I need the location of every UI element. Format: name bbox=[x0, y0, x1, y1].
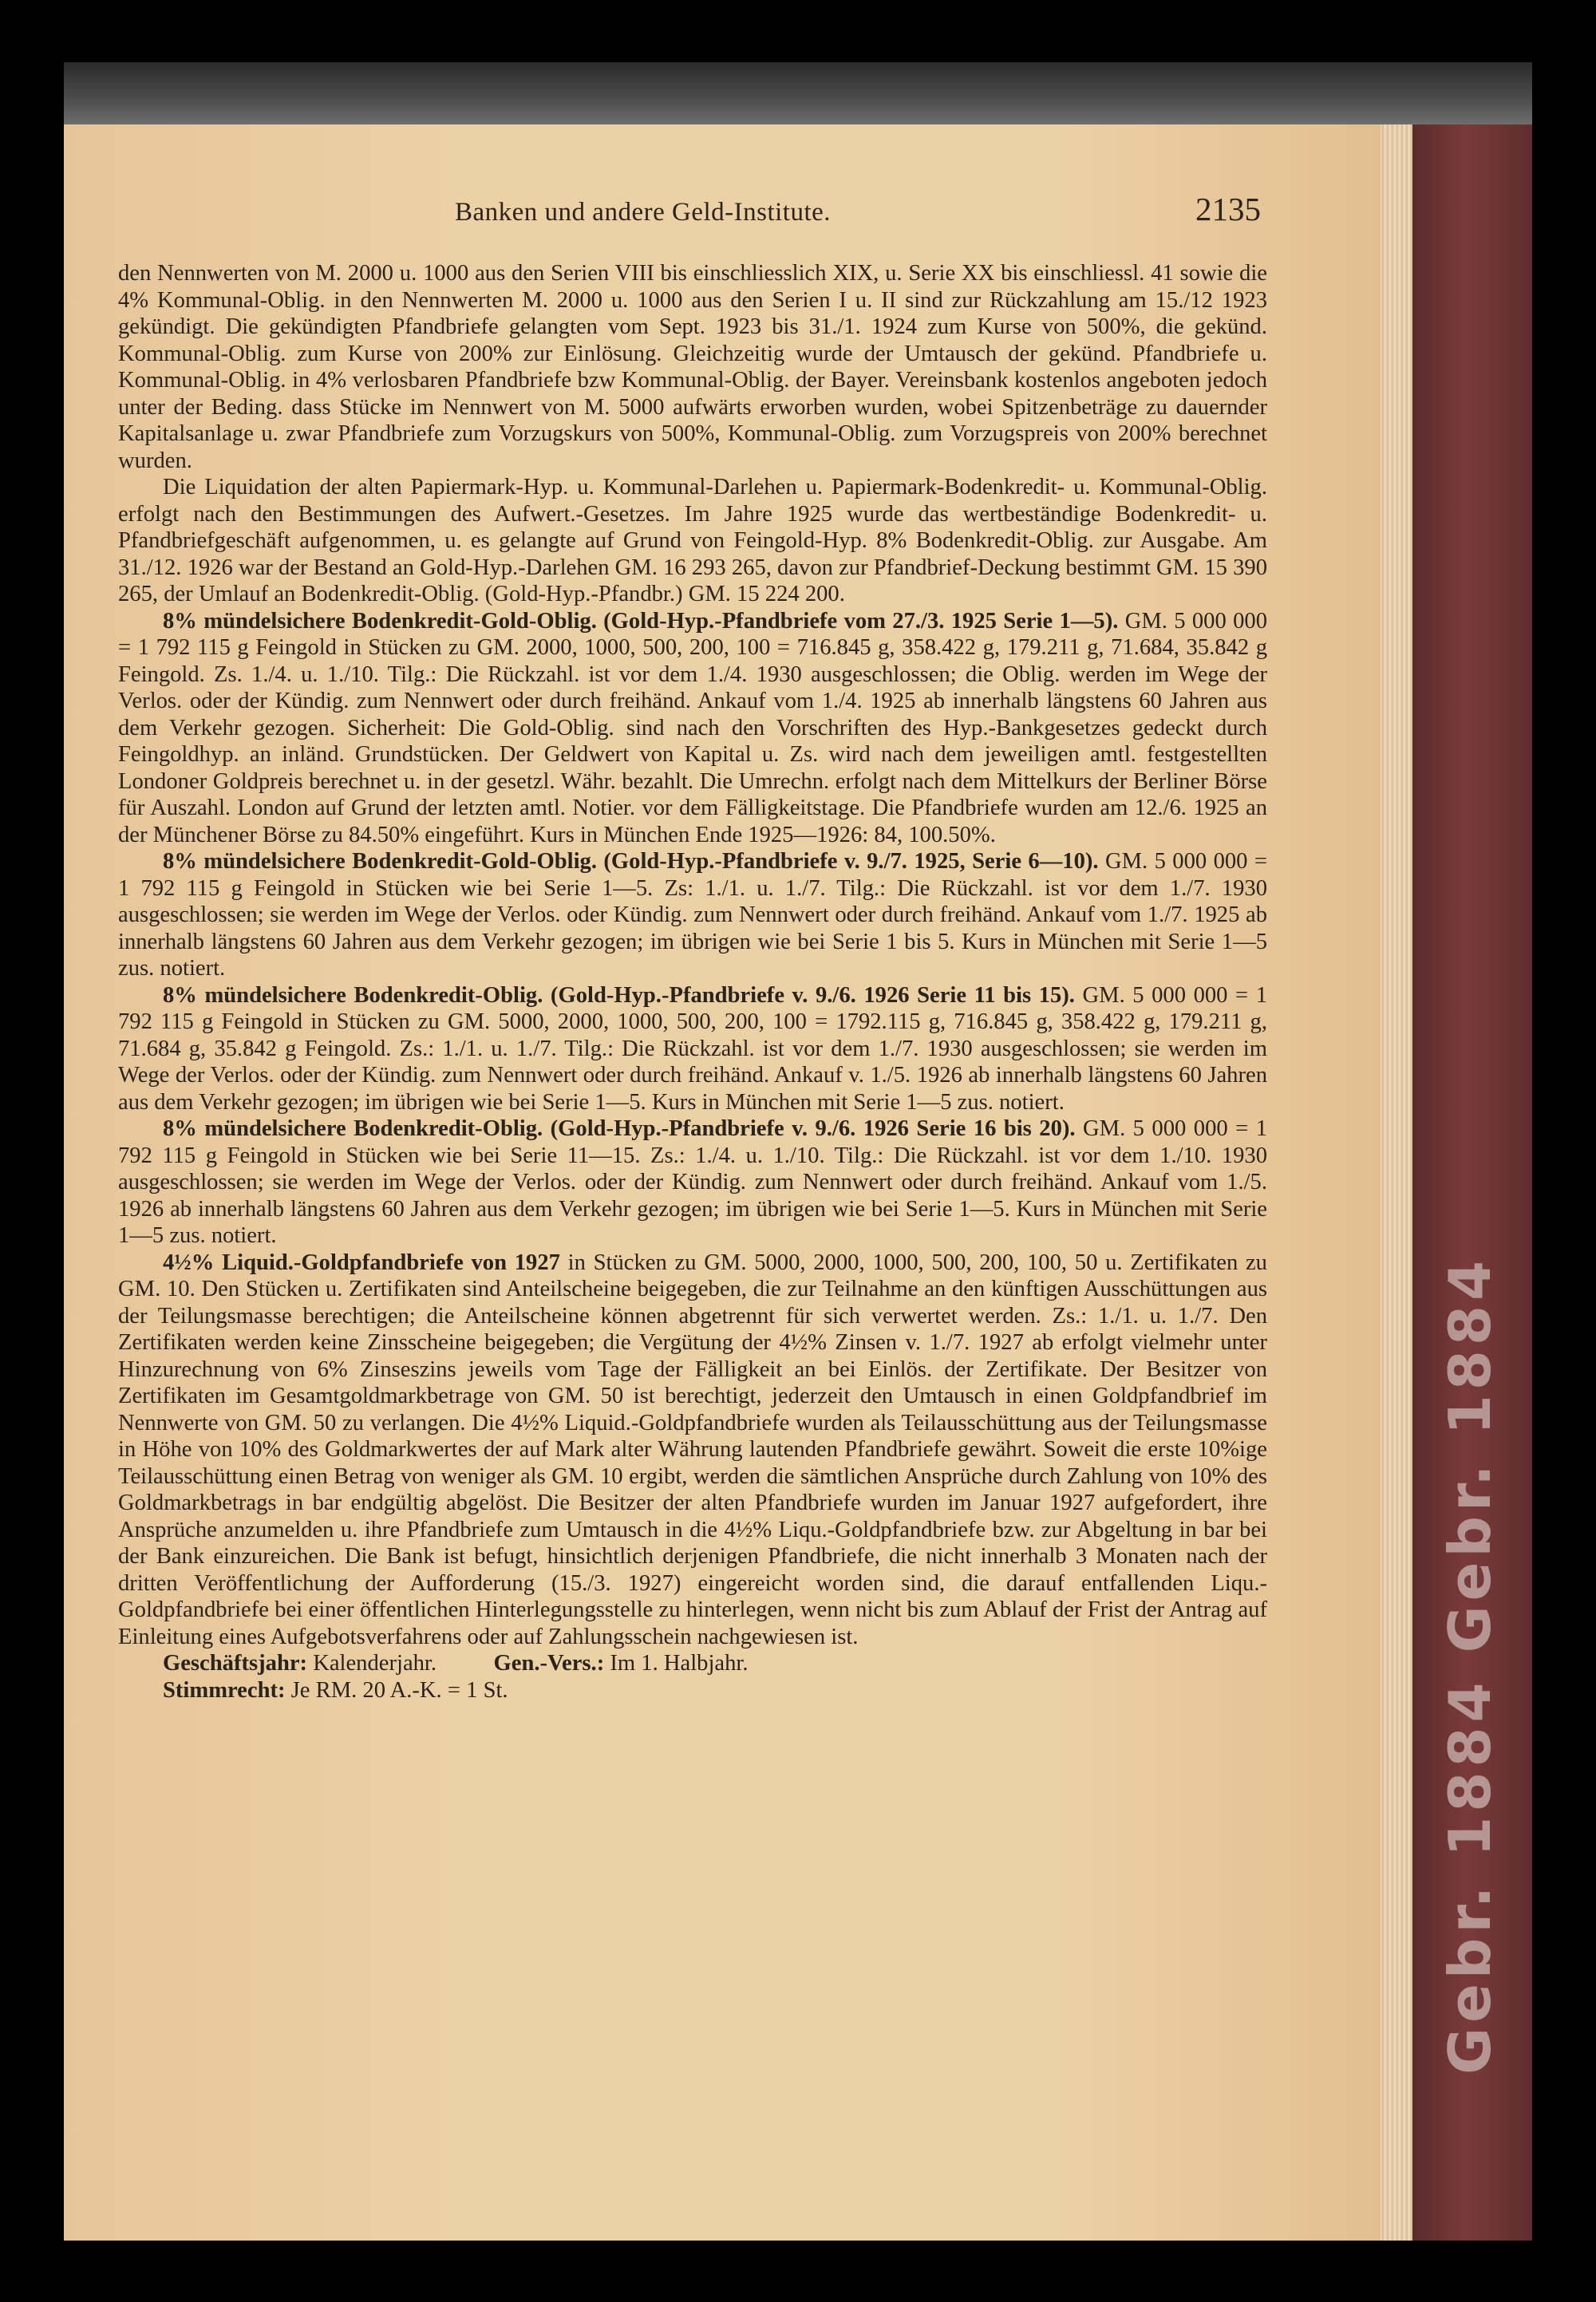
binding-strip bbox=[64, 62, 1532, 124]
value-gen-vers: Im 1. Halbjahr. bbox=[604, 1651, 749, 1676]
label-gen-vers: Gen.-Vers.: bbox=[493, 1651, 605, 1676]
text-serie-11-15: GM. 5 000 000 = 1 792 115 g Feingold in Stücken zu GM. 5000, 2000, 1000, 500, 200, 100 = 1792.115 g, 716.845 g, 358.422 g, 179.211 g, 71.684 g, 35.842 g Feingold. Zs.: 1./1. u. 1./7. Tilg.: Die Rückzahl. ist vor dem 1./7. 1930 ausgeschlossen; sie werden im Wege der Verlos. oder der Kündig. zum Nennwert oder durch freihänd. Ankauf v. 1./5. 1926 ab innerhalb längstens 60 Jahren aus dem Verkehr gezogen; im übrigen wie bei Serie 1—5. Kurs in München mit Serie 1—5 zus. notiert. bbox=[118, 982, 1267, 1115]
running-title: Banken und andere Geld-Institute. bbox=[455, 198, 832, 227]
heading-serie-16-20: 8% mündelsichere Bodenkredit-Oblig. (Gold-Hyp.-Pfandbriefe v. 9./6. 1926 Serie 16 bis 20). bbox=[163, 1116, 1076, 1141]
paragraph-liquid-goldpfandbriefe bbox=[118, 1250, 1267, 1651]
value-stimmrecht: Je RM. 20 A.-K. = 1 St. bbox=[285, 1677, 508, 1703]
spine-text: Gebr. 1884 Gebr. 1884 bbox=[1436, 1255, 1503, 2075]
paragraph-serie-16-20 bbox=[118, 1115, 1267, 1250]
paragraph-stimmrecht bbox=[118, 1677, 1267, 1704]
paragraph-serie-6-10 bbox=[118, 848, 1267, 982]
text-serie-16-20: GM. 5 000 000 = 1 792 115 g Feingold in Stücken wie bei Serie 11—15. Zs.: 1./4. u. 1./10. Tilg.: Die Rückzahl. ist vor dem 1./10. 1930 ausgeschlossen; sie werden im Wege der Verlos. oder der Kündig. zum Nennwert oder durch freihänd. Ankauf vom 1./5. 1926 ab innerhalb längstens 60 Jahren aus dem Verkehr gezogen; im übrigen wie bei Serie 1—5. Kurs in München mit Serie 1—5 zus. notiert. bbox=[118, 1116, 1267, 1248]
heading-serie-1-5: 8% mündelsichere Bodenkredit-Gold-Oblig. (Gold-Hyp.-Pfandbriefe vom 27./3. 1925 Serie 1—5). bbox=[163, 608, 1119, 634]
paragraph-liquidation: Die Liquidation der alten Papiermark-Hyp. u. Kommunal-Darlehen u. Papiermark-Bodenkredit- u. Kommunal-Oblig. erfolgt nach den Bestimmungen des Aufwert.-Gesetzes. Im Jahre 1925 wurde das wertbeständige Bodenkredit- u. Pfandbriefgeschäft aufgenommen, u. es gelangte auf Grund von Feingold-Hyp. 8% Bodenkredit-Oblig. zur Ausgabe. Am 31./12. 1926 war der Bestand an Gold-Hyp.-Darlehen GM. 16 293 265, davon zur Pfandbrief-Deckung bestimmt GM. 15 390 265, der Umlauf an Bodenkredit-Oblig. (Gold-Hyp.-Pfandbr.) GM. 15 224 200. bbox=[118, 475, 1267, 606]
paragraph-serie-11-15 bbox=[118, 982, 1267, 1116]
heading-serie-11-15: 8% mündelsichere Bodenkredit-Oblig. (Gold-Hyp.-Pfandbriefe v. 9./6. 1926 Serie 11 bis 15). bbox=[163, 982, 1075, 1008]
page-body bbox=[118, 260, 1267, 1704]
paragraph-geschaeftsjahr bbox=[118, 1650, 1267, 1677]
text-liquid-goldpfandbriefe: in Stücken zu GM. 5000, 2000, 1000, 500, 200, 100, 50 u. Zertifikaten zu GM. 10. Den Stücken u. Zertifikaten sind Anteilscheine beigegeben, die zur Teilnahme an den künftigen Ausschüttungen aus der Teilungsmasse berechtigen; die Anteilscheine können abgetrennt für sich verwertet werden. Zs.: 1./1. u. 1./7. Den Zertifikaten werden keine Zinsscheine beigegeben; die Vergütung der 4½% Zinsen v. 1./7. 1927 ab erfolgt vielmehr unter Hinzurechnung von 6% Zinseszins jeweils vom Tage der Fälligkeit an bei Einlös. der Zertifikate. Der Besitzer von Zertifikaten im Gesamtgoldmarkbetrage von GM. 50 ist berechtigt, jederzeit den Umtausch in einen Goldpfandbrief im Nennwerte von GM. 50 zu verlangen. Die 4½% Liquid.-Goldpfandbriefe wurden als Teilausschüttung aus der Teilungsmasse in Höhe von 10% des Goldmarkwertes der auf Mark alter Währung lautenden Pfandbriefe gewährt. Soweit die erste 10%ige Teilausschüttung einen Betrag von weniger als GM. 10 ergibt, werden die sämtlichen Ansprüche durch Zahlung von 10% des Goldmarkbetrags in bar endgültig abgelöst. Die Besitzer der alten Pfandbriefe wurden im Januar 1927 aufgefordert, ihre Ansprüche anzumelden u. ihre Pfandbriefe zum Umtausch in die 4½% Liqu.-Goldpfandbriefe bzw. zur Abgeltung in bar bei der Bank einzureichen. Die Bank ist befugt, hinsichtlich derjenigen Pfandbriefe, die nicht innerhalb 3 Monaten nach der dritten Veröffentlichung der Aufforderung (15./3. 1927) eingereicht worden sind, die darauf entfallenden Liqu.-Goldpfandbriefe bei einer öffentlichen Hinterlegungsstelle zu hinterlegen, wenn nicht bis zum Ablauf der Frist der Antrag auf Einleitung eines Aufgebotsverfahrens oder auf Zahlungsschein nachgewiesen ist. bbox=[118, 1250, 1267, 1649]
paragraph-serie-1-5 bbox=[118, 608, 1267, 849]
page-number: 2135 bbox=[1195, 191, 1261, 227]
text-serie-6-10: GM. 5 000 000 = 1 792 115 g Feingold in Stücken wie bei Serie 1—5. Zs: 1./1. u. 1./7. Tilg.: Die Rückzahl. ist vor dem 1./7. 1930 ausgeschlossen; sie werden im Wege der Verlos. oder Kündig. zum Nennwert oder durch freihänd. Ankauf vom 1./7. 1925 ab innerhalb längstens 60 Jahren aus dem Verkehr gezogen; im übrigen wie bei Serie 1 bis 5. Kurs in München mit Serie 1—5 zus. notiert. bbox=[118, 849, 1268, 981]
heading-liquid-goldpfandbriefe: 4½% Liquid.-Goldpfandbriefe von 1927 bbox=[163, 1250, 560, 1275]
value-geschaeftsjahr: Kalenderjahr. bbox=[307, 1651, 437, 1676]
heading-serie-6-10: 8% mündelsichere Bodenkredit-Gold-Oblig. (Gold-Hyp.-Pfandbriefe v. 9./7. 1925, Serie 6—10). bbox=[163, 849, 1099, 874]
label-geschaeftsjahr: Geschäftsjahr: bbox=[163, 1651, 308, 1676]
paragraph-intro: den Nennwerten von M. 2000 u. 1000 aus den Serien VIII bis einschliesslich XIX, u. Serie XX bis einschliessl. 41 sowie die 4% Kommunal-Oblig. in den Nennwerten M. 2000 u. 1000 aus den Serien I u. II sind zur Rückzahlung am 15./12 1923 gekündigt. Die gekündigten Pfandbriefe gelangten vom Sept. 1923 bis 31./1. 1924 zum Kurse von 500%, die gekünd. Kommunal-Oblig. zum Kurse von 200% zur Einlösung. Gleichzeitig wurde der Umtausch der gekünd. Pfandbriefe u. Kommunal-Oblig. in 4% verlosbaren Pfandbriefe bzw Kommunal-Oblig. der Bayer. Vereinsbank kostenlos angeboten jedoch unter der Beding. dass Stücke im Nennwert von M. 5000 aufwärts erworben wurden, wobei Spitzenbeträge zu dauernder Kapitalsanlage u. zwar Pfandbriefe zum Vorzugskurs von 500%, Kommunal-Oblig. zum Vorzugspreis von 200% berechnet wurden. bbox=[118, 261, 1267, 473]
text-serie-1-5: GM. 5 000 000 = 1 792 115 g Feingold in Stücken zu GM. 2000, 1000, 500, 200, 100 = 716.845 g, 358.422 g, 179.211 g, 71.684, 35.842 g Feingold. Zs. 1./4. u. 1./10. Tilg.: Die Rückzahl. ist vor dem 1./4. 1930 ausgeschlossen; die Oblig. werden im Wege der Verlos. oder der Kündig. zum Nennwert oder durch freihänd. Ankauf vom 1./4. 1925 ab innerhalb längstens 60 Jahren aus dem Verkehr gezogen. Sicherheit: Die Gold-Oblig. sind nach den Vorschriften des Hyp.-Bankgesetzes gedeckt durch Feingoldhyp. an inländ. Grundstücken. Der Geldwert von Kapital u. Zs. wird nach dem jeweiligen amtl. festgestellten Londoner Goldpreis berechnet u. in der gesetzl. Währ. bezahlt. Die Umrechn. erfolgt nach dem Mittelkurs der Berliner Börse für Auszahl. London auf Grund der letzten amtl. Notier. vor dem Fälligkeitstage. Die Pfandbriefe wurden am 12./6. 1925 an der Münchener Börse zu 84.50% eingeführt. Kurs in München Ende 1925—1926: 84, 100.50%. bbox=[118, 608, 1267, 847]
label-stimmrecht: Stimmrecht: bbox=[163, 1677, 286, 1703]
